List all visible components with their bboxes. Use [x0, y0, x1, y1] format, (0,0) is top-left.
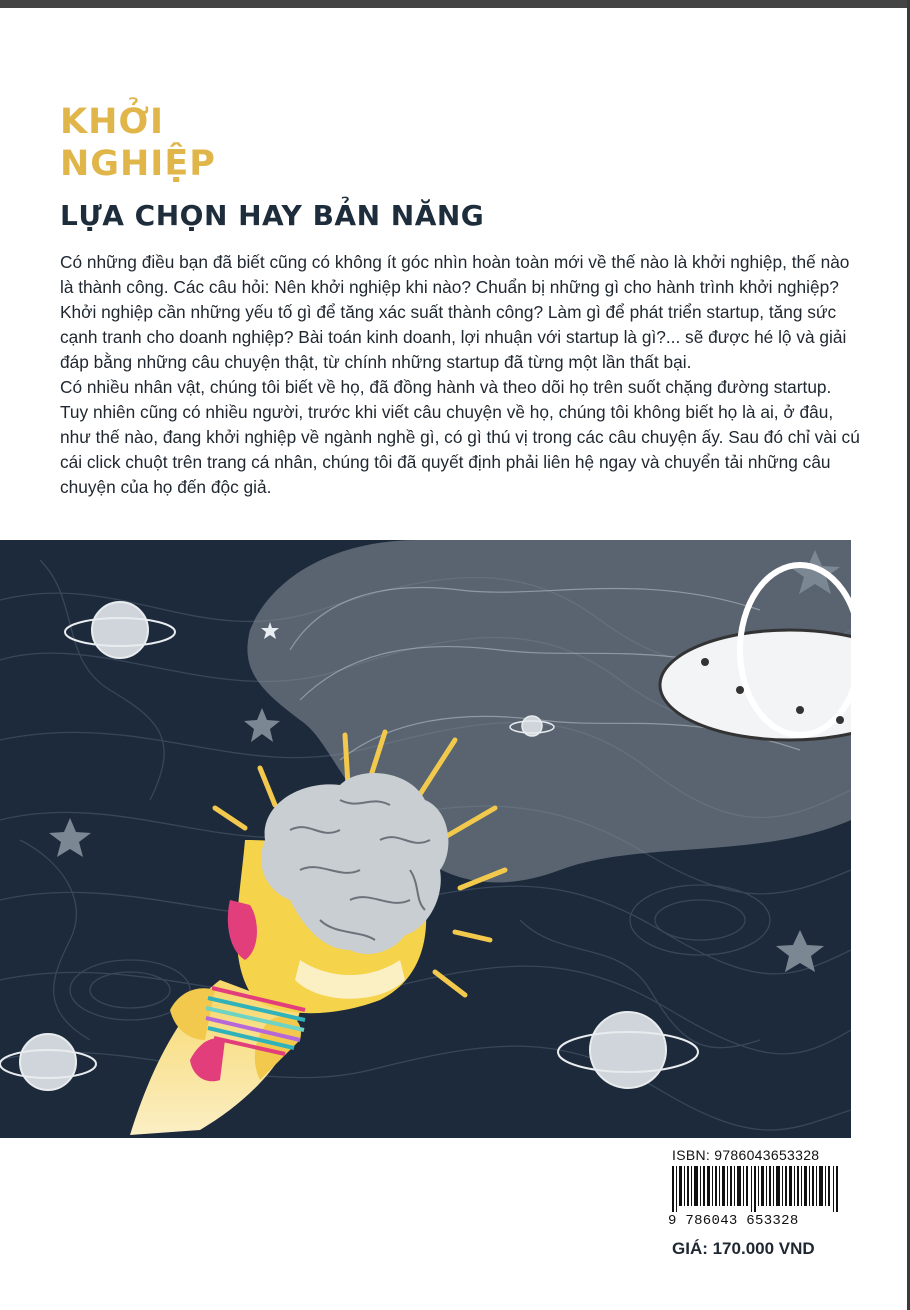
space-illustration	[0, 540, 851, 1138]
planet-icon-bottom-left	[0, 1034, 96, 1090]
title-line-2: NGHIỆP	[60, 144, 216, 184]
isbn-label: ISBN: 9786043653328	[672, 1147, 820, 1163]
barcode-icon	[672, 1166, 840, 1212]
price-label: GIÁ: 170.000 VND	[672, 1239, 815, 1258]
planet-icon-top-left	[65, 602, 175, 658]
book-back-cover	[0, 8, 907, 1310]
blurb-paragraph-1: Có những điều bạn đã biết cũng có không ít góc nhìn hoàn toàn mới về thế nào là khởi nghiệp, thế nào là thành công. Các câu hỏi: Nên khởi nghiệp khi nào? Chuẩn bị những gì cho hành trình khởi nghiệp? Khởi nghiệp cần những yếu tố gì để tăng xác suất thành công? Làm gì để phát triển startup, tăng sức cạnh tranh cho doanh nghiệp? Bài toán kinh doanh, lợi nhuận với startup là gì?... sẽ được hé lộ và giải đáp bằng những câu chuyện thật, từ chính những startup đã từng một lần thất bại.	[60, 252, 850, 372]
subtitle: LỰA CHỌN HAY BẢN NĂNG	[60, 199, 485, 232]
blurb	[60, 250, 860, 500]
barcode-digits: 9 786043 653328	[668, 1213, 799, 1229]
blurb-paragraph-2: Có nhiều nhân vật, chúng tôi biết về họ, đã đồng hành và theo dõi họ trên suốt chặng đường startup. Tuy nhiên cũng có nhiều người, trước khi viết câu chuyện về họ, chúng tôi không biết họ là ai, ở đâu, như thế nào, đang khởi nghiệp về ngành nghề gì, có gì thú vị trong các câu chuyện ấy. Sau đó chỉ vài cú cái click chuột trên trang cá nhân, chúng tôi đã quyết định phải liên hệ ngay và chuyển tải những câu chuyện của họ đến độc giả.	[60, 377, 860, 497]
title-line-1: KHỞI	[60, 102, 165, 142]
planet-icon-bottom-right	[558, 1012, 698, 1088]
